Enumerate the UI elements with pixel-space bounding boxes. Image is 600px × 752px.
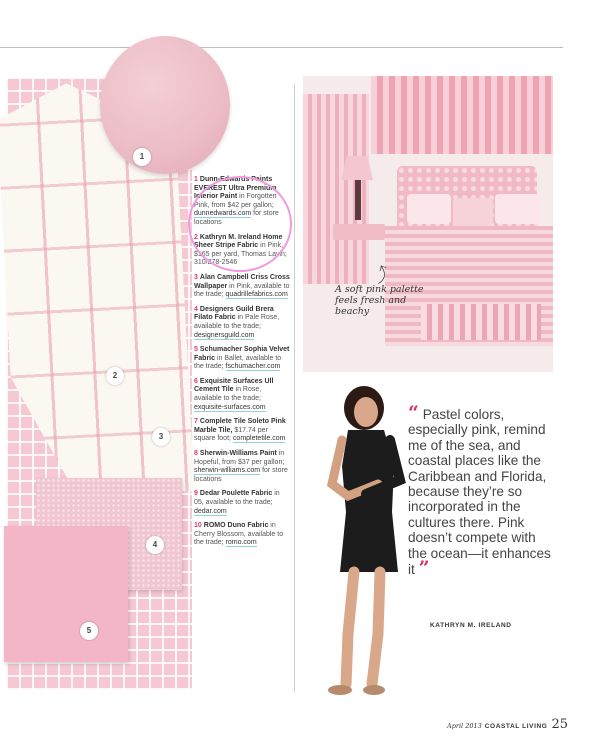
swatch-number-2: 2 (106, 367, 124, 385)
top-rule (0, 47, 563, 48)
swatch-number-5: 5 (80, 622, 98, 640)
source-link[interactable]: dedar.com (194, 507, 227, 515)
swatch-number-4: 4 (146, 536, 164, 554)
open-quote-mark: “ (408, 402, 419, 424)
column-rule (294, 84, 295, 692)
source-link[interactable]: dunnedwards.com (194, 210, 252, 218)
source-item-9: 9 Dedar Poulette Fabric in 05, available to the trade; dedar.com (194, 490, 280, 515)
page-number: 25 (551, 717, 568, 732)
swatch-number-3: 3 (152, 428, 170, 446)
close-quote-mark: ” (418, 557, 430, 580)
nightstand (333, 224, 385, 240)
pillow (495, 194, 539, 224)
left-shoe (328, 685, 352, 695)
issue-date: April 2013 (447, 722, 482, 730)
source-link[interactable]: exquisite-surfaces.com (194, 403, 266, 411)
page-folio (418, 717, 568, 732)
face (354, 397, 378, 427)
bedroom-photo (303, 76, 553, 372)
pillow (407, 194, 451, 224)
source-link[interactable]: designersguild.com (194, 331, 255, 339)
source-link[interactable]: sherwin-williams.com (194, 467, 261, 475)
right-leg (372, 572, 380, 684)
source-link[interactable]: fschumacher.com (225, 363, 281, 371)
paint-swatch (100, 36, 230, 174)
quote-attribution: KATHRYN M. IRELAND (430, 622, 512, 629)
source-item-4: 4 Designers Guild Brera Filato Fabric in Pale Rose, available to the trade; designersguild.com (194, 305, 280, 339)
bench (421, 304, 541, 340)
source-item-6: 6 Exquisite Surfaces Ull Cement Tile in Rose, available to the trade; exquisite-surfaces.com (194, 377, 274, 411)
source-item-7: 7 Complete Tile Soleto Pink Marble Tile, $17.74 per square foot; completetile.com (194, 418, 286, 443)
velvet-fabric-swatch (4, 526, 128, 662)
source-link[interactable]: quadrillefabrics.com (225, 291, 288, 299)
source-item-5: 5 Schumacher Sophia Velvet Fabric in Ballet, available to the trade; fschumacher.com (194, 346, 290, 371)
source-link[interactable]: completetile.com (232, 435, 286, 443)
source-item-8: 8 Sherwin-Williams Paint in Hopeful, from $37 per gallon; sherwin-williams.com for store locations (194, 450, 288, 483)
quote-text: Pastel colors, especially pink, remind me of the sea, and coastal places like the Caribbean and Florida, because they’re so incorporated in the cultures there. Pink doesn’t compete with the ocean—it enhances it (408, 407, 551, 578)
source-item-2: 2 Kathryn M. Ireland Home Sheer Stripe Fabric in Pink, $165 per yard, Thomas Lavin; 310/278-2546 (194, 233, 287, 267)
right-shoe (363, 685, 385, 695)
left-leg (346, 572, 354, 684)
source-item-10: 10 ROMO Duno Fabric in Cherry Blossom, available to the trade; romo.com (194, 522, 284, 547)
photo-caption: A soft pink palette feels fresh and beachy (335, 284, 424, 317)
bed-canopy (371, 76, 553, 154)
arrow-icon: ⤴ (370, 263, 394, 287)
pull-quote (408, 402, 556, 580)
swatch-number-1: 1 (133, 148, 151, 166)
lamp-base (355, 180, 361, 220)
annotation-circle (188, 176, 292, 272)
source-item-1: 1 Dunn-Edwards Paints EVEREST Ultra Premium Interior Paint in Forgotten Pink, from $42 per gallon; dunnedwards.com for store locations (194, 176, 279, 226)
magazine-name: COASTAL LIVING (484, 723, 548, 730)
designer-portrait (296, 384, 420, 706)
pillow (453, 198, 493, 226)
source-link[interactable]: romo.com (225, 539, 257, 547)
source-item-3: 3 Alan Campbell Criss Cross Wallpaper in Pink, available to the trade; quadrillefabrics.com (194, 273, 290, 299)
